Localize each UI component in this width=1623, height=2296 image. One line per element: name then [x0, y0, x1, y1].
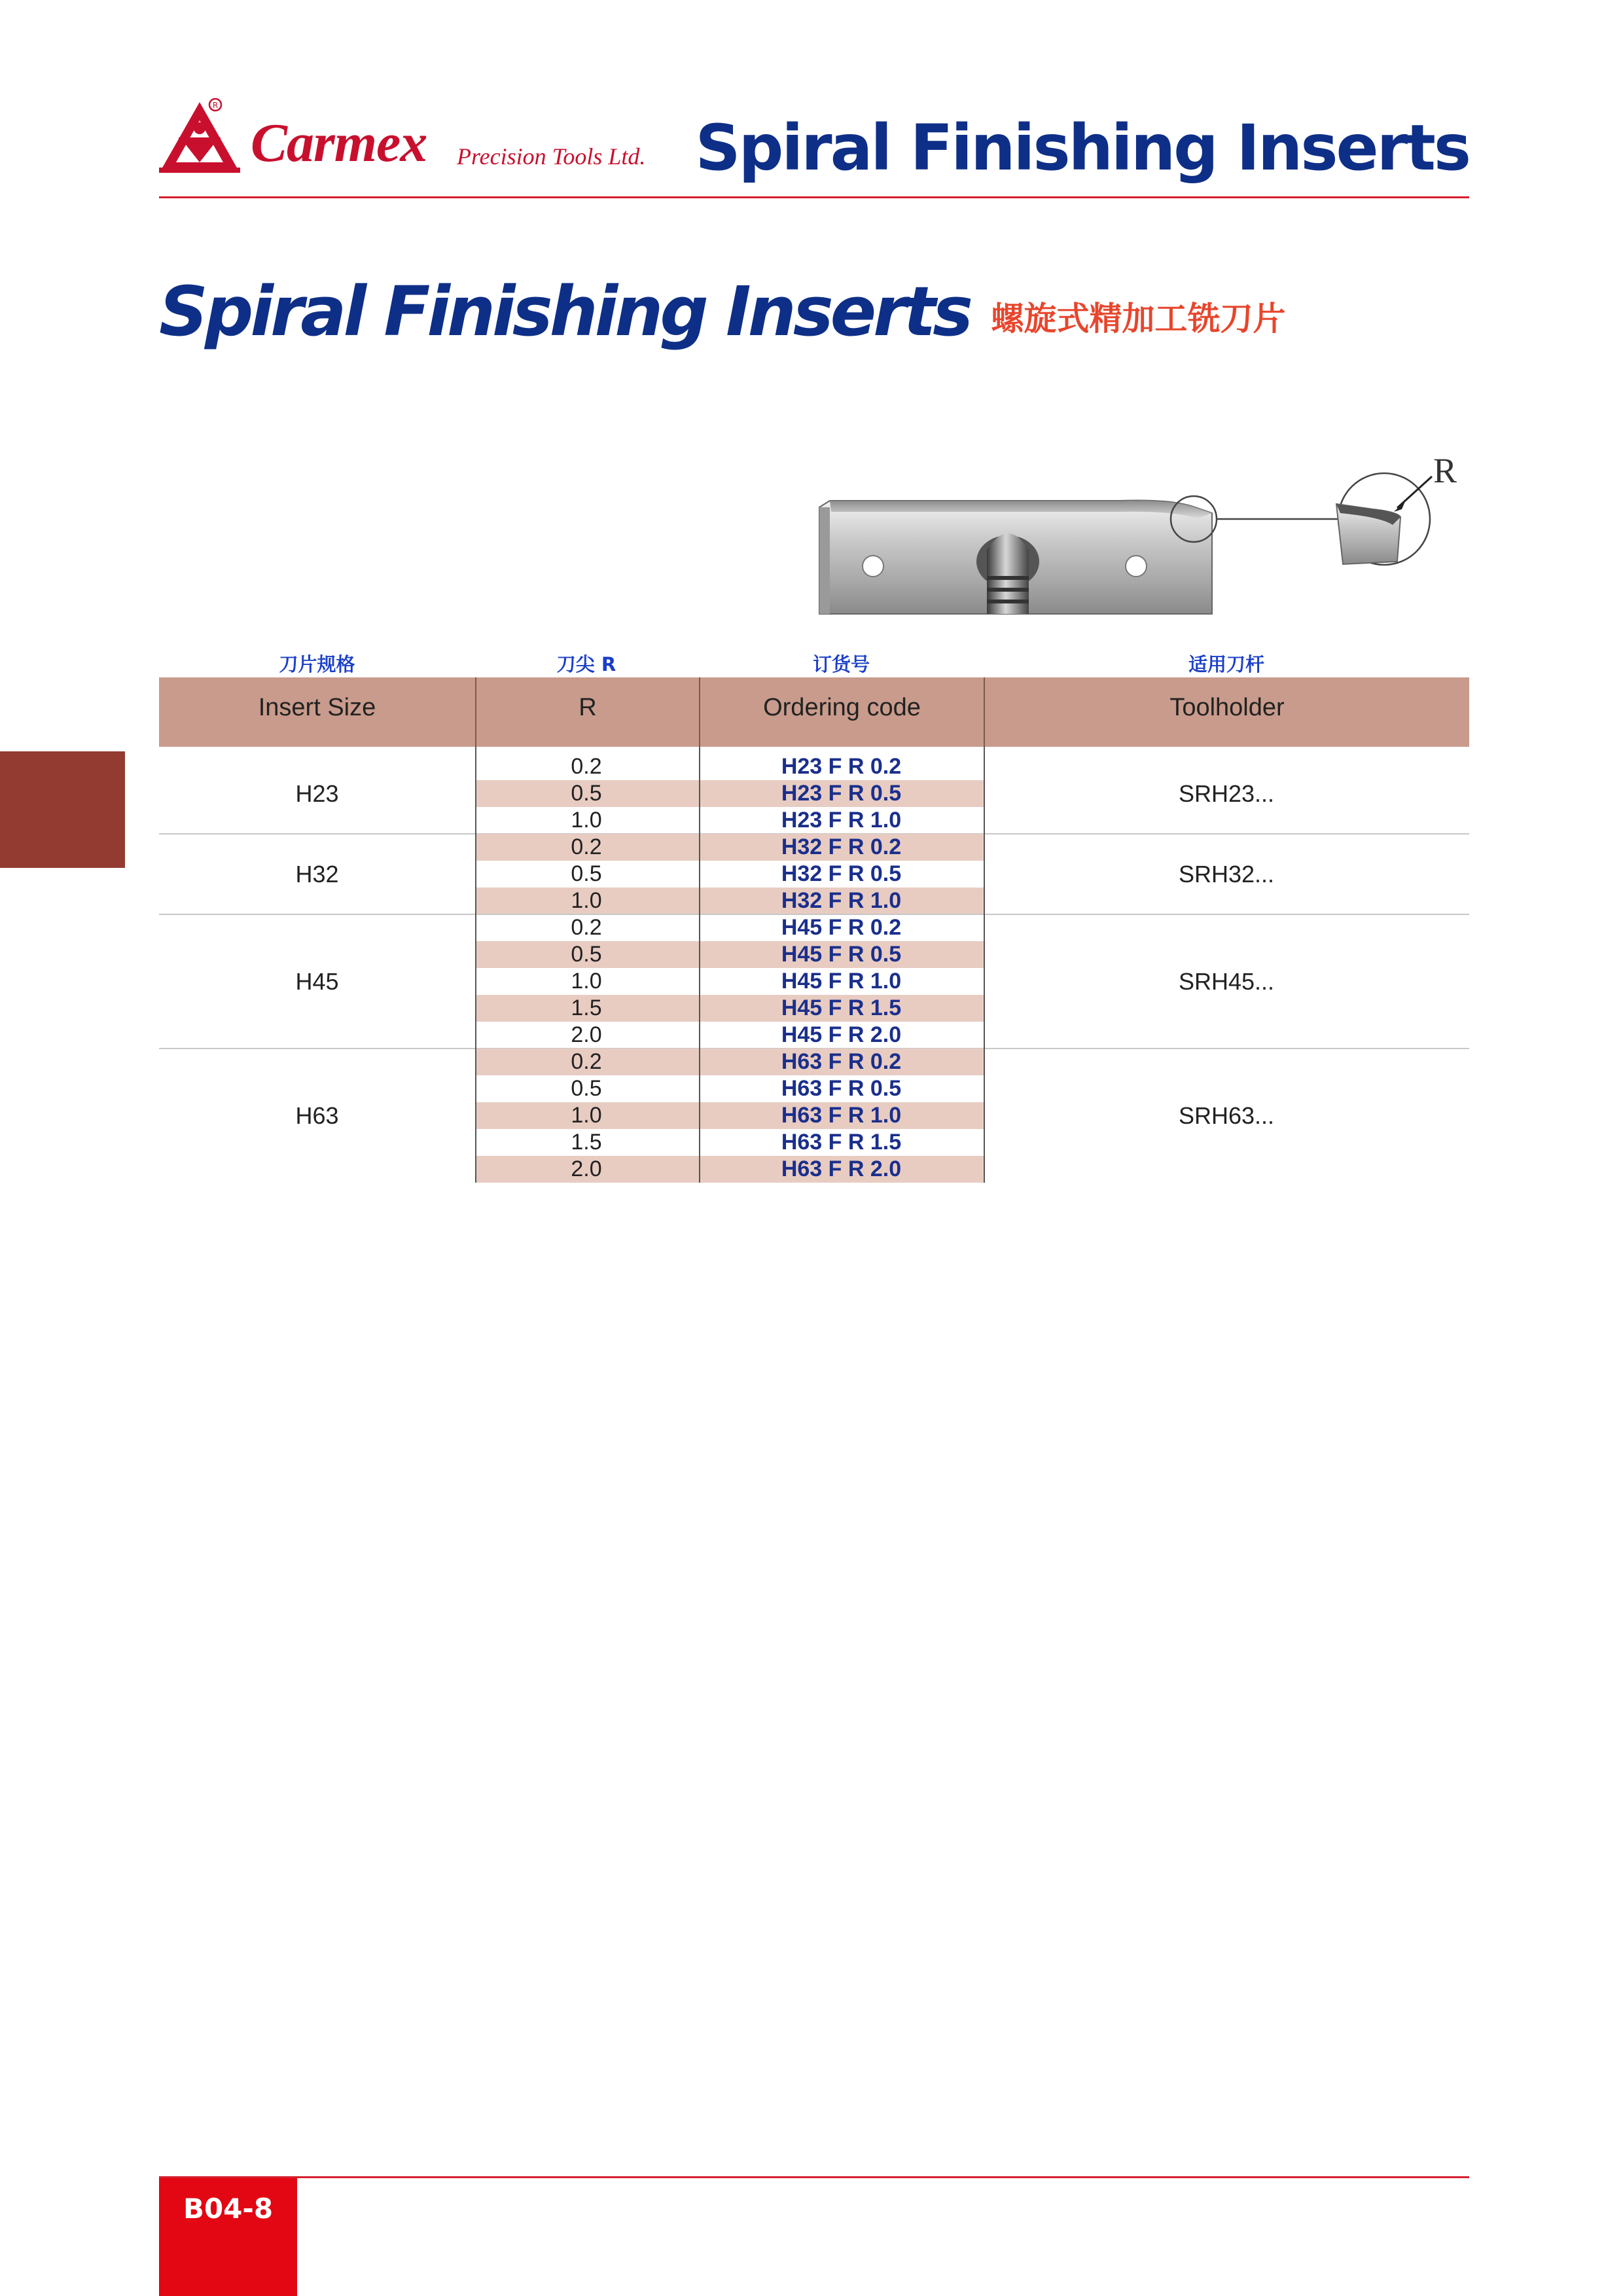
toolholder-cell: SRH45...	[1178, 968, 1275, 995]
toolholder-cell: SRH23...	[1178, 780, 1275, 807]
radius-value: 1.0	[571, 1103, 602, 1128]
radius-value: 0.5	[571, 942, 602, 967]
table-row	[475, 834, 984, 861]
table-row	[475, 1129, 984, 1156]
table-row	[475, 888, 984, 914]
table-row	[475, 1075, 984, 1102]
table-row	[475, 1102, 984, 1129]
table-row	[475, 968, 984, 995]
column-line	[699, 747, 700, 1183]
radius-value: 0.5	[571, 781, 602, 806]
carmex-logo	[159, 97, 656, 182]
ordering-code: H45 F R 1.0	[781, 969, 902, 994]
table-row	[475, 807, 984, 834]
radius-value: 1.5	[571, 1130, 602, 1155]
ordering-code: H63 F R 0.2	[781, 1049, 902, 1074]
footer-divider	[159, 2176, 1469, 2178]
table-body	[159, 747, 1469, 1183]
page-title-english: Spiral Finishing Inserts	[159, 272, 971, 351]
section-title: Spiral Finishing Inserts	[695, 111, 1469, 185]
table-chinese-headers	[159, 650, 1469, 676]
radius-value: 0.2	[571, 1049, 602, 1074]
carmex-emblem-icon	[159, 97, 244, 182]
table-row	[475, 780, 984, 807]
table-row	[475, 753, 984, 780]
column-line	[475, 747, 476, 1183]
table-header-row	[159, 677, 1469, 747]
cn-header-toolholder: 适用刀杆	[1188, 653, 1264, 675]
ordering-code: H45 F R 1.5	[781, 996, 902, 1020]
ordering-code: H63 F R 1.5	[781, 1130, 902, 1155]
page-number-badge	[159, 2178, 297, 2296]
ordering-code: H23 F R 0.2	[781, 754, 902, 779]
ordering-code: H32 F R 0.2	[781, 834, 902, 859]
header-ordering-code: Ordering code	[763, 694, 921, 721]
header-divider	[159, 196, 1469, 198]
insert-table	[159, 677, 1469, 1183]
column-line	[984, 747, 985, 1183]
radius-value: 0.5	[571, 861, 602, 886]
table-row	[475, 1049, 984, 1075]
ordering-code: H63 F R 0.5	[781, 1076, 902, 1101]
insert-size-cell: H32	[295, 861, 339, 888]
ordering-code: H23 F R 0.5	[781, 781, 902, 806]
radius-value: 2.0	[571, 1022, 602, 1047]
section-side-tab	[0, 751, 125, 868]
table-row	[475, 861, 984, 888]
insert-illustration	[805, 445, 1472, 628]
radius-value: 1.0	[571, 888, 602, 913]
table-row	[475, 1022, 984, 1049]
cn-header-radius: 刀尖 R	[556, 653, 616, 675]
radius-value: 1.5	[571, 996, 602, 1020]
ordering-code: H32 F R 0.5	[781, 861, 902, 886]
page-title-chinese: 螺旋式精加工铣刀片	[991, 300, 1286, 338]
cn-header-ordering-code: 订货号	[812, 653, 870, 675]
table-row	[475, 914, 984, 941]
ordering-code: H23 F R 1.0	[781, 808, 902, 833]
table-row	[475, 995, 984, 1022]
insert-size-cell: H63	[295, 1102, 339, 1129]
toolholder-cell: SRH32...	[1178, 861, 1275, 888]
ordering-code: H45 F R 2.0	[781, 1022, 902, 1047]
radius-value: 0.2	[571, 915, 602, 940]
page-number: B04-8	[183, 2193, 274, 2225]
toolholder-cell: SRH63...	[1178, 1102, 1275, 1129]
ordering-code: H45 F R 0.5	[781, 942, 902, 967]
radius-label: R	[1433, 451, 1457, 490]
ordering-code: H63 F R 2.0	[781, 1157, 902, 1181]
radius-value: 0.5	[571, 1076, 602, 1101]
spiral-insert-drawing	[805, 445, 1472, 628]
insert-size-cell: H45	[295, 968, 339, 995]
ordering-code: H32 F R 1.0	[781, 888, 902, 913]
header-insert-size: Insert Size	[258, 694, 376, 721]
brand-subtitle: Precision Tools Ltd.	[457, 143, 646, 170]
radius-value: 2.0	[571, 1157, 602, 1181]
header-toolholder: Toolholder	[1169, 694, 1285, 721]
radius-value: 0.2	[571, 834, 602, 859]
radius-value: 0.2	[571, 754, 602, 779]
page-title	[159, 272, 1286, 351]
ordering-code: H63 F R 1.0	[781, 1103, 902, 1128]
svg-text:R: R	[212, 101, 219, 110]
radius-value: 1.0	[571, 969, 602, 994]
brand-name: Carmex	[251, 113, 427, 173]
cn-header-insert-size: 刀片规格	[279, 653, 355, 675]
radius-value: 1.0	[571, 808, 602, 833]
header-radius: R	[579, 694, 597, 721]
table-row	[475, 941, 984, 968]
ordering-code: H45 F R 0.2	[781, 915, 902, 940]
table-row	[475, 1156, 984, 1183]
insert-size-cell: H23	[295, 780, 339, 807]
